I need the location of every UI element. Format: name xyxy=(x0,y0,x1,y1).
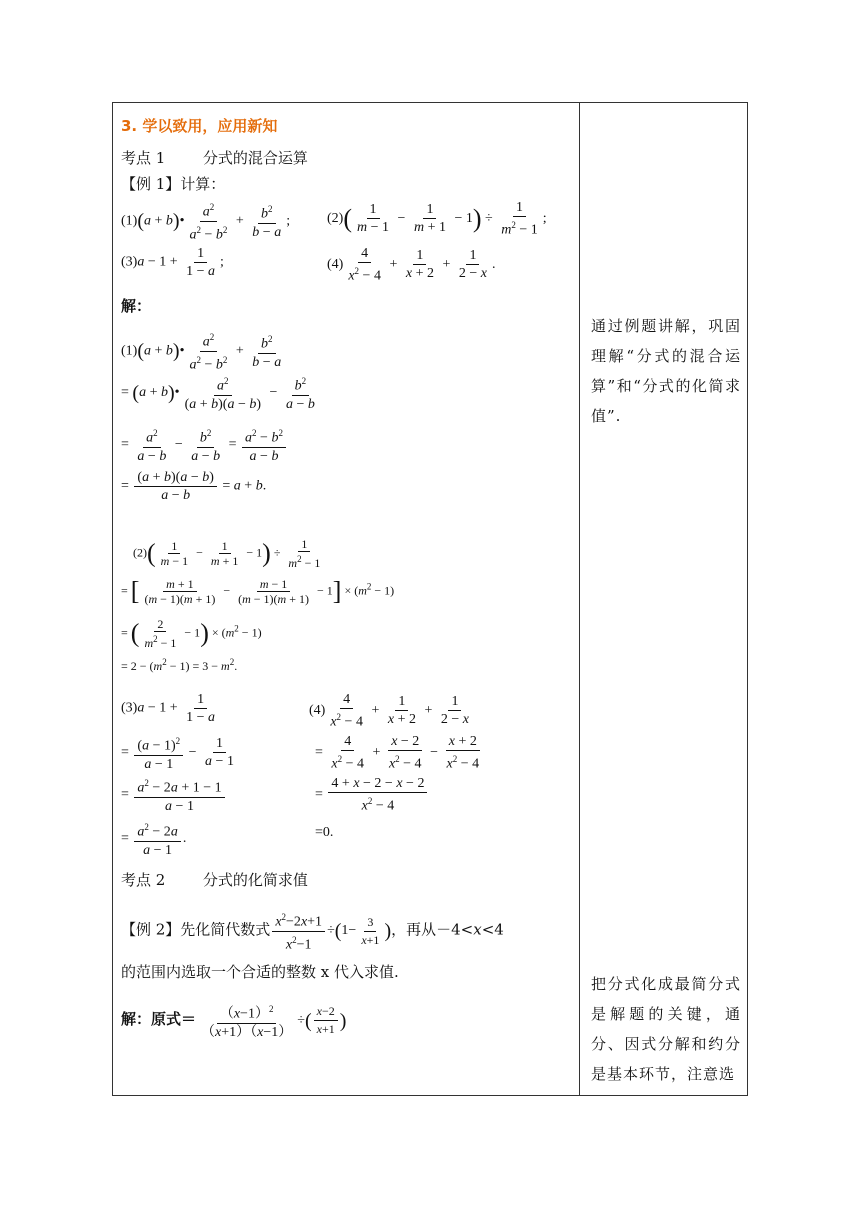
topic1-heading xyxy=(121,147,308,168)
solution-2-line-1: (2)( $\frac{1}{m - 1}$ − $\frac{1}{m + 1}$ − 1) ÷ $\frac{1}{m^2 - 1}$ xyxy=(133,537,321,570)
solution-3-line-1: (3)a − 1 + $\frac{1}{1 - a}$ xyxy=(121,692,216,725)
example2-end: <4 xyxy=(481,920,504,939)
problem-2: (2)( $\frac{1}{m - 1}$ − $\frac{1}{m + 1}$ − 1) ÷ $\frac{1}{m^2 - 1}$ ; xyxy=(327,200,547,238)
solution-2-line-3: = ( $\frac{2}{m^2 - 1}$ − $1) \times (m^2 - 1)$ xyxy=(121,617,262,650)
solution-4-line-3: = $\frac{4 + x - 2 - x - 2}{x^2 - 4}$ xyxy=(315,775,429,815)
topic1-title: 分式的混合运算 xyxy=(202,149,308,167)
section-heading: 3. 学以致用，应用新知 xyxy=(121,117,278,135)
example1-label: 【例 1】计算： xyxy=(121,175,226,193)
solution-1-line-2: = (a + b)• $\frac{a^2}{(a + b)(a - b)}$ − $\frac{b^2}{a - b}$ xyxy=(121,373,320,413)
solution-3-line-2: = $\frac{(a - 1)^2}{a - 1}$ − $\frac{1}{a - 1}$ xyxy=(121,733,239,773)
solution-label: 解： xyxy=(121,297,152,315)
solution-3-line-4: = $\frac{a^2 - 2a}{a - 1}$ . xyxy=(121,819,186,859)
example2-line-1: 【例 2】先化简代数式 $\frac{x^2-2x+1}{x^2-1}$ ÷(1− $\frac{3}{x+1}$ )，再从－4<x<4 xyxy=(121,909,504,953)
example2-mid: ，再从－4< xyxy=(391,920,474,939)
column-divider xyxy=(579,103,580,1095)
example2-variable: x xyxy=(473,920,482,939)
topic2-label: 考点 2 xyxy=(121,871,166,889)
problem-3: (3)a − 1 + $\frac{1}{1 - a}$ ; xyxy=(121,246,224,279)
topic2-heading xyxy=(121,869,308,890)
solution-1-line-3: = $\frac{a^2}{a - b}$ − $\frac{b^2}{a - b}$ = $\frac{a^2 - b^2}{a - b}$ xyxy=(121,425,288,465)
topic1-label: 考点 1 xyxy=(121,149,166,167)
problem-1: (1)(a + b)• $\frac{a^2}{a^2 - b^2}$ + $\frac{b^2}{b - a}$ ; xyxy=(121,199,290,243)
solution-4-line-2: = $\frac{4}{x^2 - 4}$ + $\frac{x - 2}{x^2 - 4}$ − $\frac{x + 2}{x^2 - 4}$ xyxy=(315,734,480,772)
side-note-2: 把分式化成最简分式是解题的关键，通分、因式分解和约分是基本环节，注意选 xyxy=(591,975,741,1083)
solution-2-line-2: = [ $\frac{m + 1}{(m - 1)(m + 1)}$ − $\frac{m - 1}{(m - 1)(m + 1)}$ − $1] \times (m^2 - 1)$ xyxy=(121,576,395,606)
solution-4-line-1: (4) $\frac{4}{x^2 - 4}$ + $\frac{1}{x + 2}$ + $\frac{1}{2 - x}$ xyxy=(309,692,470,730)
notes-column xyxy=(587,103,745,1095)
solution-2-line-4: = $2 - (m^2 - 1) = 3 - m^2$. xyxy=(121,657,238,673)
topic2-title: 分式的化简求值 xyxy=(202,871,308,889)
solution-4-line-4: =0. xyxy=(315,825,334,840)
example2-label: 【例 2】先化简代数式 xyxy=(121,920,271,939)
solution2-label: 解：原式＝ xyxy=(121,1010,197,1029)
solution-1-line-4: = $\frac{(a + b)(a - b)}{a - b}$ = a + b. xyxy=(121,470,267,503)
solution-3-line-3: = $\frac{a^2 - 2a + 1 - 1}{a - 1}$ xyxy=(121,775,227,815)
solution-1-line-1: (1)(a + b)• $\frac{a^2}{a^2 - b^2}$ + $\frac{b^2}{b - a}$ xyxy=(121,329,286,373)
lesson-table xyxy=(112,102,748,1096)
example2-line-2: 的范围内选取一个合适的整数 x 代入求值. xyxy=(121,963,399,981)
side-note-1: 通过例题讲解，巩固理解“分式的混合运算”和“分式的化简求值”. xyxy=(591,317,741,425)
problem-4: (4) $\frac{4}{x^2 - 4}$ + $\frac{1}{x + 2}$ + $\frac{1}{2 - x}$ . xyxy=(327,246,496,284)
main-column xyxy=(119,103,577,1095)
solution2-line: 解：原式＝ $\frac{(x-1)^2}{(x+1)(x-1)}$ ÷( $\frac{x-2}{x+1}$ ) xyxy=(121,1001,346,1041)
